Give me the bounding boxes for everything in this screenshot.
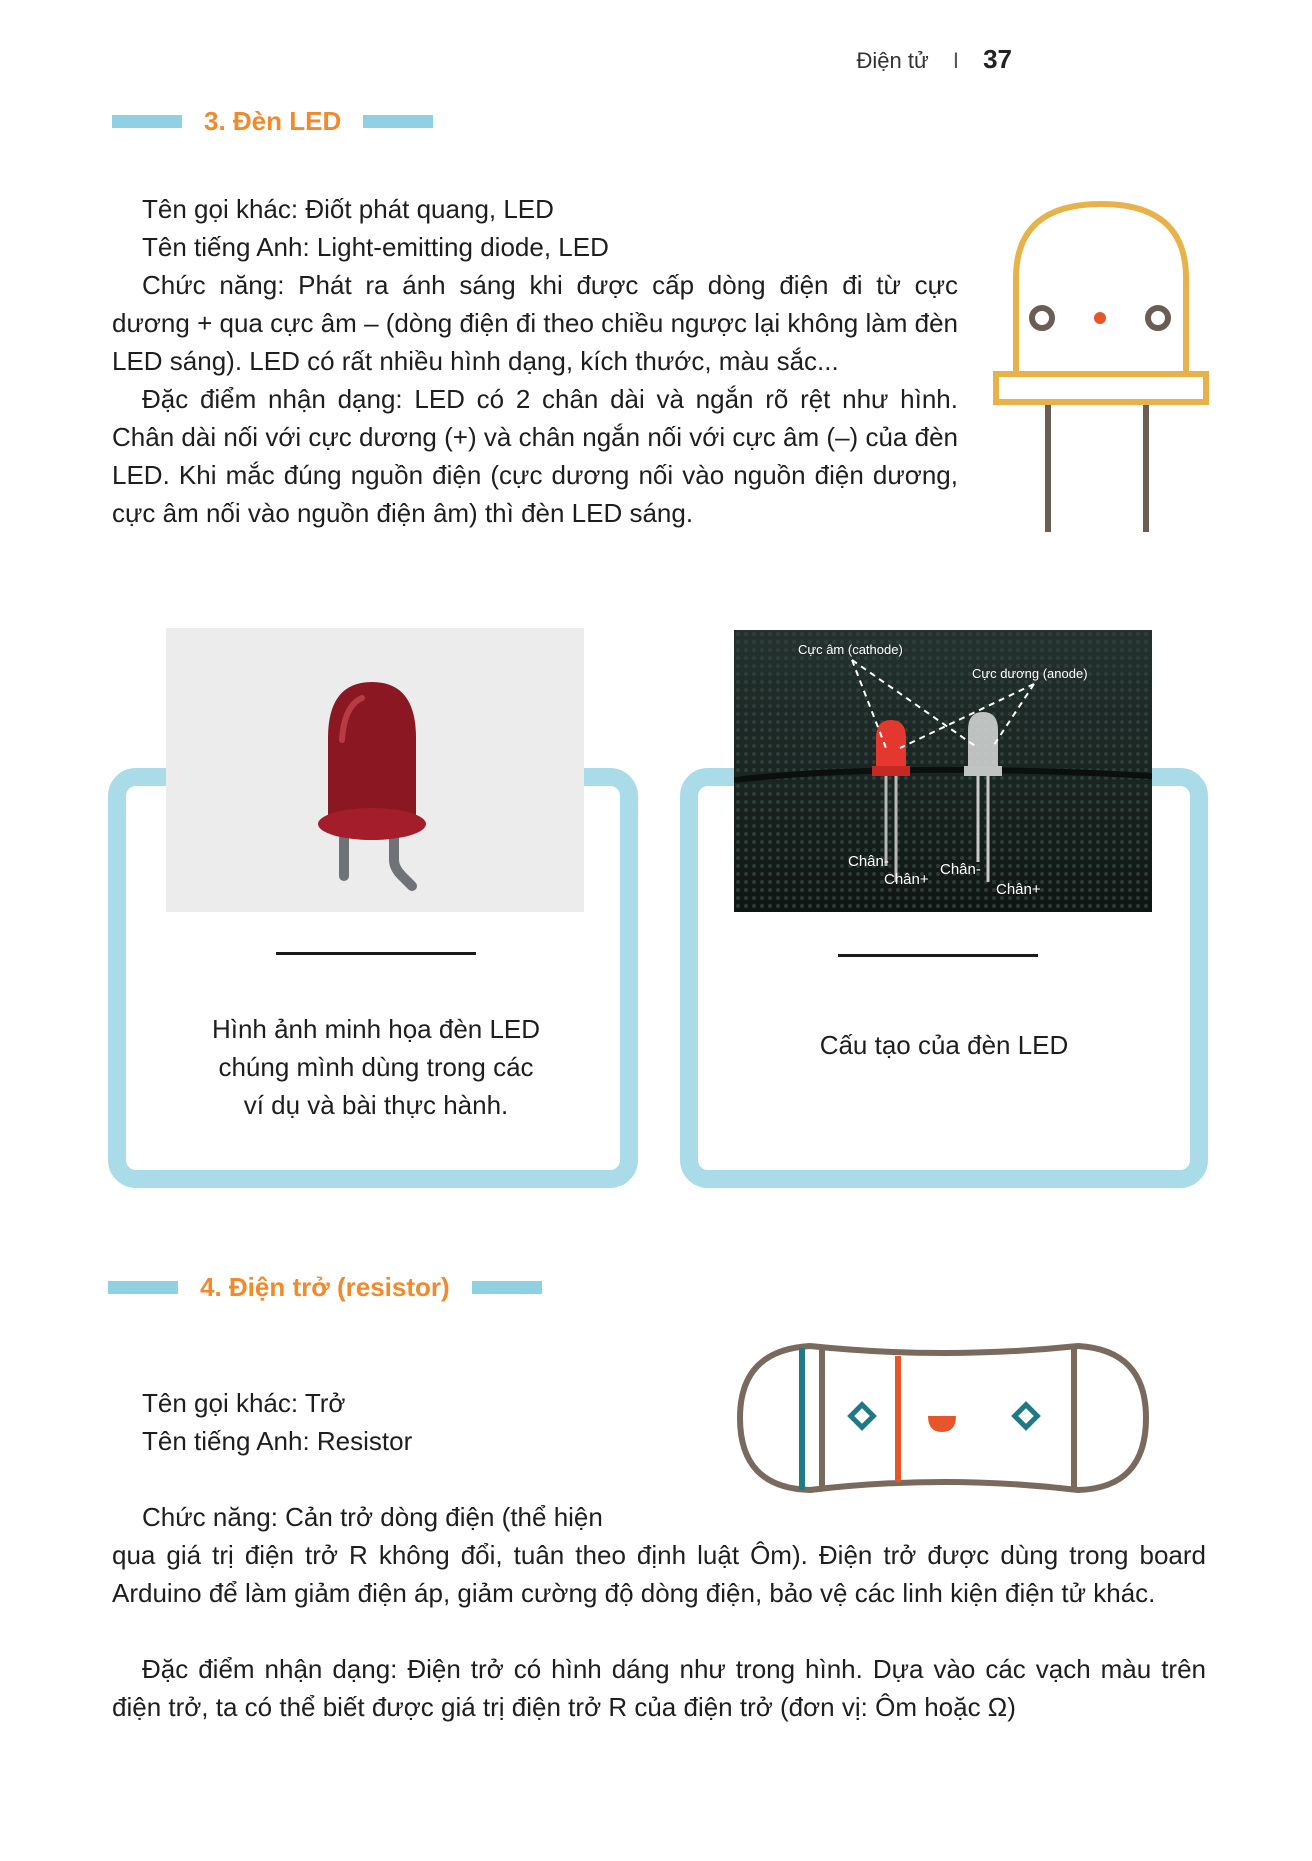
led-description <box>112 190 958 532</box>
led-nose-dot <box>1094 312 1106 324</box>
label-leg-plus-2: Chân+ <box>996 881 1041 898</box>
resistor-heading-text: 4. Điện trở (resistor) <box>200 1272 450 1302</box>
red-led-dome <box>328 682 416 818</box>
heading-bar-right <box>363 115 433 128</box>
resistor-section-heading <box>108 1272 542 1303</box>
resistor-identify-text: Đặc điểm nhận dạng: Điện trở có hình dáng như trong hình. Dựa vào các vạch màu trên điện trở, ta có thể biết được giá trị điện trở R của điện trở (đơn vị: Ôm hoặc Ω) <box>112 1654 1206 1722</box>
red-led-body <box>876 720 906 770</box>
resistor-eye-right <box>1015 1405 1038 1428</box>
clear-led-base <box>964 766 1002 776</box>
right-card-rule <box>838 954 1038 957</box>
label-leg-minus-1: Chân- <box>848 853 889 870</box>
red-led-photo <box>166 628 584 912</box>
led-eye-left <box>1032 308 1052 328</box>
resistor-illustration <box>734 1338 1152 1500</box>
led-structure-drawing <box>734 630 1152 912</box>
led-function: Chức năng: Phát ra ánh sáng khi được cấp dòng điện đi từ cực dương + qua cực âm – (dòng điện đi theo chiều ngược lại không làm đèn LED sáng). LED có rất nhiều hình dạng, kích thước, màu sắc... <box>112 270 958 376</box>
red-led-leg-long <box>394 838 412 886</box>
resistor-function-first-line: Chức năng: Cản trở dòng điện (thể hiện <box>142 1502 603 1532</box>
left-card-caption: Hình ảnh minh họa đèn LED chúng mình dùng trong các ví dụ và bài thực hành. <box>211 1014 541 1120</box>
red-led-drawing <box>166 628 584 912</box>
resistor-other-name: Tên gọi khác: Trở <box>142 1388 346 1418</box>
led-eye-right <box>1148 308 1168 328</box>
led-section-heading <box>112 106 433 137</box>
page-header <box>857 44 1013 75</box>
heading-bar-left <box>112 115 182 128</box>
red-led-base <box>872 766 910 776</box>
resistor-identify <box>112 1650 1206 1726</box>
led-illustration <box>988 196 1214 532</box>
resistor-function-first <box>112 1498 642 1536</box>
label-cathode: Cực âm (cathode) <box>798 642 903 657</box>
led-english-name: Tên tiếng Anh: Light-emitting diode, LED <box>142 232 609 262</box>
resistor-eye-left <box>851 1405 874 1428</box>
right-card-caption: Cấu tạo của đèn LED <box>819 1030 1069 1060</box>
header-separator: I <box>952 48 959 73</box>
resistor-function-rest-text: qua giá trị điện trở R không đổi, tuân theo định luật Ôm). Điện trở được dùng trong board Arduino để làm giảm điện áp, giảm cường độ dòng điện, bảo vệ các linh kiện điện tử khác. <box>112 1540 1206 1608</box>
led-base-outline <box>996 374 1206 402</box>
page-number: 37 <box>983 44 1012 74</box>
label-leg-plus-1: Chân+ <box>884 871 929 888</box>
label-anode: Cực dương (anode) <box>972 666 1088 681</box>
resistor-english-name: Tên tiếng Anh: Resistor <box>142 1426 413 1456</box>
label-leg-minus-2: Chân- <box>940 861 981 878</box>
led-dome-outline <box>1016 204 1186 374</box>
led-identify: Đặc điểm nhận dạng: LED có 2 chân dài và ngắn rõ rệt như hình. Chân dài nối với cực dương (+) và chân ngắn nối với cực âm (–) của đèn LED. Khi mắc đúng nguồn điện (cực dương nối vào nguồn điện dương, cực âm nối vào nguồn điện âm) thì đèn LED sáng. <box>112 384 958 528</box>
header-section: Điện tử <box>856 48 929 73</box>
resistor-names <box>112 1384 672 1460</box>
clear-led-body <box>968 712 998 770</box>
red-led-rim <box>318 808 426 840</box>
resistor-mouth <box>928 1416 956 1432</box>
heading-bar-left <box>108 1281 178 1294</box>
led-heading-text: 3. Đèn LED <box>204 106 342 136</box>
left-card-rule <box>276 952 476 955</box>
led-other-name: Tên gọi khác: Điốt phát quang, LED <box>142 194 554 224</box>
heading-bar-right <box>472 1281 542 1294</box>
resistor-function-rest <box>112 1536 1206 1612</box>
led-structure-photo <box>734 630 1152 912</box>
